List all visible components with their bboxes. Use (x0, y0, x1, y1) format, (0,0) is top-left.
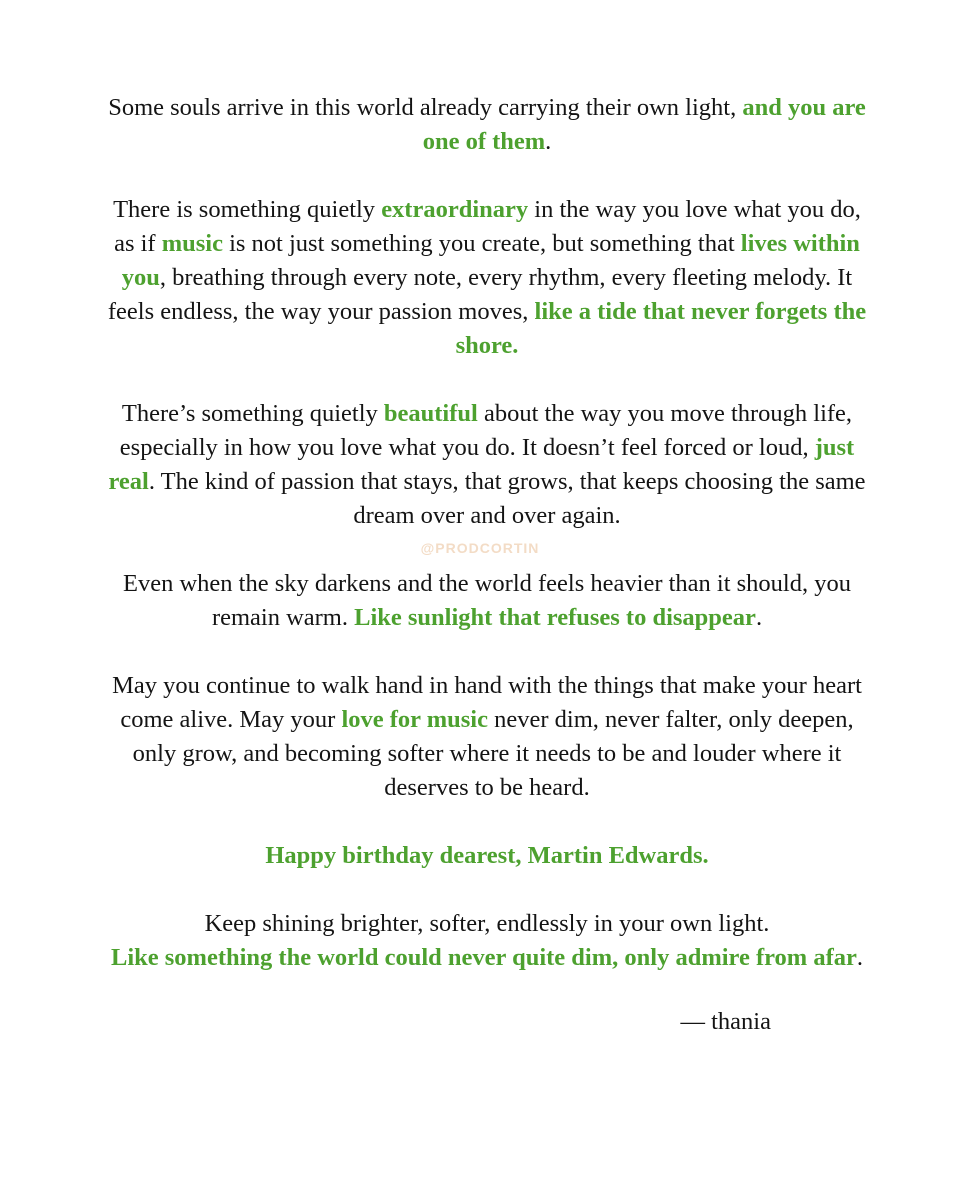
highlighted-phrase: like a tide that never forgets the shore. (455, 298, 867, 359)
paragraph-1 (100, 91, 874, 159)
body-text: May you continue to walk hand in hand with the things that make your heart come alive. May your (112, 672, 862, 733)
highlighted-phrase: lives within you (121, 230, 860, 291)
body-text: . The kind of passion that stays, that grows, that keeps choosing the same dream over and over again. (148, 468, 866, 529)
body-text: , breathing through every note, every rhythm, every fleeting melody. It feels endless, the way your passion moves, (107, 264, 853, 325)
highlighted-phrase: Like sunlight that refuses to disappear (354, 604, 756, 631)
highlighted-phrase: just real (108, 434, 855, 495)
body-text: There is something quietly (113, 196, 382, 223)
paragraph-7 (100, 907, 874, 975)
body-text: in the way you love what you do, as if (114, 196, 861, 257)
body-text: . (755, 604, 763, 631)
highlighted-phrase: extraordinary (381, 196, 529, 223)
highlighted-phrase: beautiful (383, 400, 478, 427)
paragraph-3 (100, 397, 874, 533)
highlighted-phrase: and you are one of them (422, 94, 866, 155)
body-text: . (856, 944, 863, 971)
paragraph-5 (100, 669, 874, 805)
body-text: about the way you move through life, especially in how you love what you do. It doesn’t feel forced or loud, (119, 400, 853, 461)
highlighted-phrase: Like something the world could never quite dim, only admire from afar (111, 944, 857, 971)
highlighted-phrase: love for music (341, 706, 488, 733)
signature: — thania (680, 1008, 771, 1035)
paragraph-6 (100, 839, 874, 873)
body-text: There’s something quietly (121, 400, 384, 427)
body-text: Keep shining brighter, softer, endlessly in your own light. (204, 910, 770, 937)
body-text: is not just something you create, but something that (222, 230, 741, 257)
watermark: @PRODCORTIN (420, 540, 540, 556)
paragraph-2 (100, 193, 874, 363)
body-text: Some souls arrive in this world already carrying their own light, (108, 94, 743, 121)
highlighted-phrase: Happy birthday dearest, Martin Edwards. (265, 842, 709, 869)
body-text: Even when the sky darkens and the world feels heavier than it should, you remain warm. (122, 570, 851, 631)
body-text: never dim, never falter, only deepen, only grow, and becoming softer where it needs to be and louder where it deserves to be heard. (132, 706, 854, 801)
paragraph-4 (100, 567, 874, 635)
highlighted-phrase: music (161, 230, 223, 257)
body-text: . (545, 128, 552, 155)
